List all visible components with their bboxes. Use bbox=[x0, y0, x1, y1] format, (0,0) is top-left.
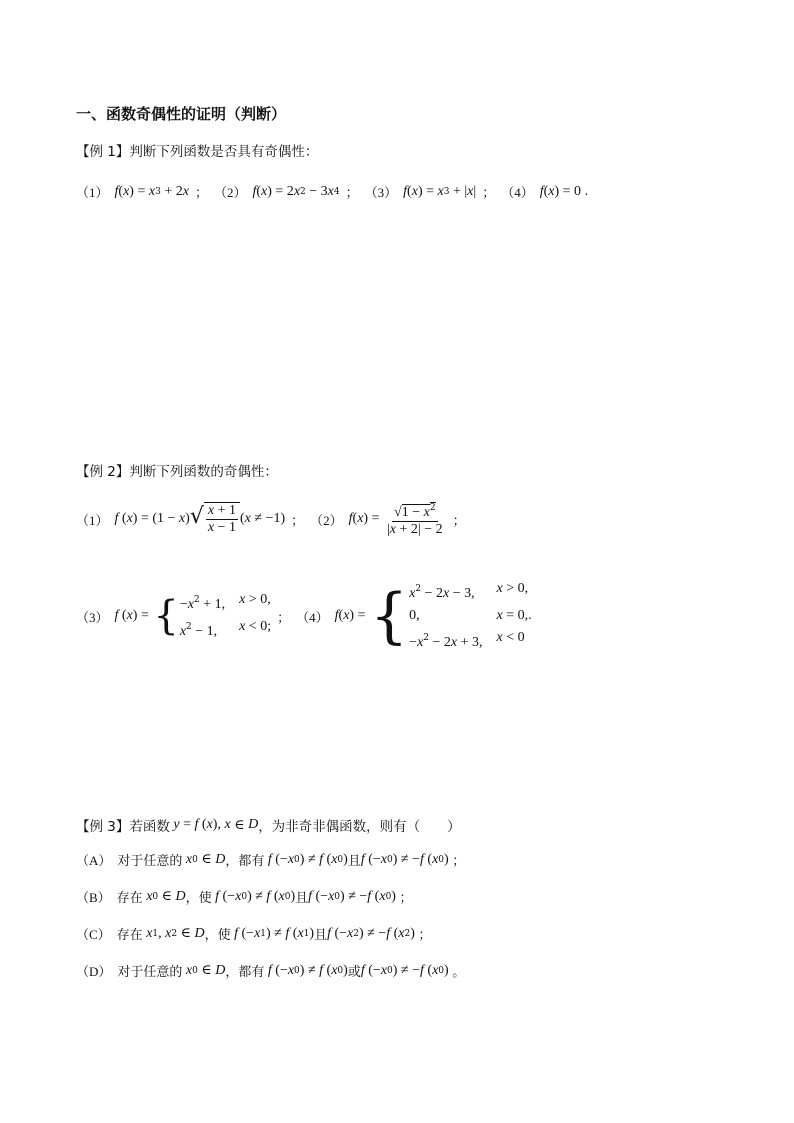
item-3-number: （3） bbox=[364, 185, 398, 200]
left-brace-large: { bbox=[369, 581, 409, 651]
example-2-row-2: （3） f ( x ) = { $-x^2 + 1$, x > 0, $x^2 - 1$, x < 0; ； （4） f ( x ) = { $x^2 - 2x - 3$, x > 0, 0, x = 0, $-x^2 - 2x + 3$, x < 0 . bbox=[76, 581, 532, 651]
fraction-expression: $\frac{√1 - x^2}{|x + 2| - 2}$ bbox=[385, 500, 445, 538]
ex1-f4: f bbox=[539, 183, 544, 199]
example-2-label: 【例 2】判断下列函数的奇偶性： bbox=[76, 464, 278, 480]
option-b: （B） 存在 x 0 ∈ D ，使 f (− x 0 ) ≠ f ( x 0 ) 且 f (− x 0 ) ≠ − f ( x 0 ) ； bbox=[76, 888, 413, 906]
piecewise-cases-2: $x^2 - 2x - 3$, x > 0, 0, x = 0, $-x^2 - 2x + 3$, x < 0 bbox=[409, 581, 529, 650]
piecewise-cases-1: $-x^2 + 1$, x > 0, $x^2 - 1$, x < 0; bbox=[179, 592, 272, 639]
ex1-f3: f bbox=[403, 183, 408, 199]
option-a: （A） 对于任意的 x 0 ∈ D ，都有 f (− x 0 ) ≠ f ( x 0 ) 且 f (− x 0 ) ≠ − f ( x 0 ) ； bbox=[76, 851, 466, 869]
ex1-f1: f bbox=[114, 183, 119, 199]
example-1-functions: （1） f ( x ) = x 3 + 2 x ； （2） f ( x ) = 2 x 2 − 3 x 4 ； （3） f ( x ) = x 3 + | x | ； （4） f ( x ) = 0 . bbox=[76, 183, 589, 201]
option-d: （D） 对于任意的 x 0 ∈ D ，都有 f (− x 0 ) ≠ f ( x 0 ) 或 f (− x 0 ) ≠ − f ( x 0 ) 。 bbox=[76, 962, 466, 980]
item-2-number: （2） bbox=[213, 185, 247, 200]
item-1-number: （1） bbox=[76, 185, 109, 200]
example-2-row-1: （1） f ( x ) = (1 − x ) √ $\frac{x + 1}{x - 1}$ ( x ≠ −1) ； （2） f ( x ) = $\frac{√1 - x^2}{|x + 2| - 2}$ ； bbox=[76, 500, 472, 538]
sqrt-expression: √ $\frac{x + 1}{x - 1}$ bbox=[190, 502, 240, 536]
option-c: （C） 存在 x 1 , x 2 ∈ D ，使 f (− x 1 ) ≠ f ( x 1 ) 且 f (− x 2 ) ≠ − f ( x 2 ) ； bbox=[76, 925, 432, 943]
ex1-f2: f bbox=[252, 183, 257, 199]
example-1-label: 【例 1】判断下列函数是否具有奇偶性： bbox=[76, 144, 319, 160]
item-4-number: （4） bbox=[501, 185, 534, 200]
left-brace: { bbox=[153, 593, 179, 639]
example-3-label: 【例 3】若函数 y = f ( x ), x ∈ D ，为非奇非偶函数，则有（ ） bbox=[76, 817, 461, 835]
section-title: 一、函数奇偶性的证明（判断） bbox=[76, 105, 287, 123]
